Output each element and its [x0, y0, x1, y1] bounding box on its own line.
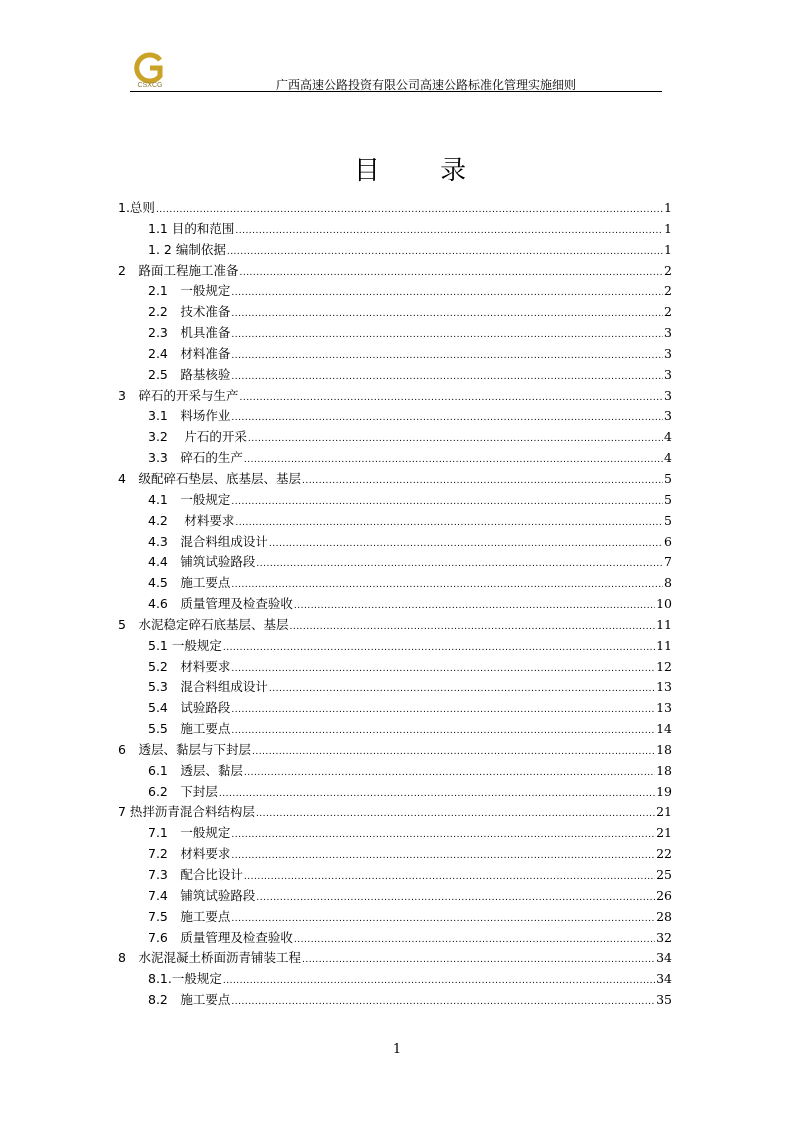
toc-entry-title: 2.1 一般规定 [148, 283, 231, 299]
dot-leader [231, 325, 663, 346]
dot-leader [231, 575, 663, 596]
toc-entry-title: 2.5 路基核验 [148, 366, 231, 382]
toc-entry-page: 3 [664, 366, 672, 382]
dot-leader [248, 429, 663, 450]
toc-entry-page: 11 [656, 637, 672, 653]
toc-entry-page: 11 [656, 616, 672, 632]
toc-entry-page: 13 [656, 700, 672, 716]
toc-entry-page: 25 [656, 867, 672, 882]
dot-leader [231, 846, 655, 867]
toc-entry-title: 1.1 目的和范围 [148, 220, 235, 236]
toc-entry[interactable] [118, 344, 672, 365]
toc-entry-title: 4.5 施工要点 [148, 575, 231, 591]
toc-entry-page: 34 [656, 971, 672, 987]
toc-entry-title: 2.4 材料准备 [148, 345, 231, 361]
dot-leader [256, 804, 655, 825]
toc-entry[interactable] [118, 990, 672, 1011]
toc-entry-title: 1. 2 编制依据 [148, 241, 226, 257]
toc-entry-page: 1 [664, 200, 672, 215]
toc-entry-title: 8 水泥混凝土桥面沥青铺装工程 [118, 950, 301, 966]
dot-leader [231, 909, 655, 930]
table-of-contents [118, 198, 672, 1011]
toc-entry-title: 7.5 施工要点 [148, 908, 231, 924]
toc-entry-page: 1 [664, 220, 672, 236]
toc-entry-page: 5 [664, 470, 672, 486]
toc-entry[interactable] [118, 636, 672, 657]
dot-leader [231, 700, 655, 721]
toc-entry-title: 7.2 材料要求 [148, 846, 231, 862]
dot-leader [244, 450, 663, 471]
dot-leader [239, 388, 663, 409]
toc-entry-title: 5.5 施工要点 [148, 721, 231, 737]
dot-leader [294, 930, 655, 951]
toc-entry-page: 28 [656, 908, 672, 924]
toc-entry[interactable] [118, 261, 672, 282]
svg-text:CSXCG: CSXCG [137, 82, 163, 88]
toc-entry-title: 4.1 一般规定 [148, 491, 231, 507]
toc-entry[interactable] [118, 198, 672, 219]
toc-entry-title: 3 碎石的开采与生产 [118, 387, 239, 403]
dot-leader [231, 721, 655, 742]
header-rule [130, 91, 662, 92]
dot-leader [231, 992, 655, 1013]
toc-entry[interactable] [118, 427, 672, 448]
dot-leader [227, 242, 663, 263]
dot-leader [289, 617, 655, 638]
toc-entry-title: 5.4 试验路段 [148, 700, 231, 716]
toc-entry-title: 5.1 一般规定 [148, 637, 222, 653]
toc-entry-page: 2 [664, 262, 672, 278]
dot-leader [231, 304, 663, 325]
toc-entry-page: 7 [664, 554, 672, 570]
toc-entry-page: 2 [664, 304, 672, 320]
toc-entry[interactable] [118, 657, 672, 678]
dot-leader [231, 492, 663, 513]
dot-leader [231, 283, 663, 304]
toc-entry[interactable] [118, 302, 672, 323]
toc-entry[interactable] [118, 490, 672, 511]
toc-entry[interactable] [118, 552, 672, 573]
toc-entry[interactable] [118, 281, 672, 302]
toc-entry[interactable] [118, 219, 672, 240]
toc-entry-page: 35 [656, 992, 672, 1008]
toc-entry-page: 18 [656, 762, 672, 778]
toc-entry[interactable] [118, 323, 672, 344]
dot-leader [302, 471, 663, 492]
toc-entry-title: 7 热拌沥青混合料结构层 [118, 804, 255, 820]
toc-entry-title: 8.1.一般规定 [148, 971, 222, 987]
toc-entry-title: 4.2 材料要求 [148, 512, 235, 528]
toc-entry-title: 2.3 机具准备 [148, 325, 231, 341]
dot-leader [231, 659, 655, 680]
toc-entry-page: 3 [664, 325, 672, 341]
dot-leader [269, 679, 655, 700]
toc-entry-page: 21 [656, 804, 672, 820]
toc-entry-title: 6.2 下封层 [148, 783, 218, 799]
dot-leader [244, 763, 655, 784]
toc-entry-page: 1 [664, 241, 672, 257]
toc-entry-title: 4.6 质量管理及检查验收 [148, 596, 293, 612]
toc-entry-page: 6 [664, 533, 672, 549]
toc-entry-page: 10 [656, 596, 672, 612]
toc-entry[interactable] [118, 886, 672, 907]
toc-entry[interactable] [118, 677, 672, 698]
toc-entry-title: 4.4 铺筑试验路段 [148, 554, 256, 570]
toc-entry[interactable] [118, 802, 672, 823]
dot-leader [294, 596, 655, 617]
toc-entry-title: 3.1 料场作业 [148, 408, 231, 424]
dot-leader [231, 408, 663, 429]
dot-leader [223, 971, 655, 992]
toc-entry[interactable] [118, 948, 672, 969]
toc-entry[interactable] [118, 907, 672, 928]
toc-entry-title: 5.2 材料要求 [148, 658, 231, 674]
toc-entry[interactable] [118, 969, 672, 990]
toc-entry-page: 5 [664, 512, 672, 528]
toc-entry[interactable] [118, 782, 672, 803]
toc-entry[interactable] [118, 240, 672, 261]
toc-entry-page: 18 [656, 741, 672, 757]
toc-entry-title: 8.2 施工要点 [148, 992, 231, 1008]
page-number: 1 [392, 1042, 402, 1057]
toc-entry[interactable] [118, 823, 672, 844]
toc-entry[interactable] [118, 406, 672, 427]
toc-entry[interactable] [118, 573, 672, 594]
dot-leader [269, 534, 663, 555]
dot-leader [256, 888, 655, 909]
toc-entry[interactable] [118, 511, 672, 532]
toc-entry[interactable] [118, 844, 672, 865]
dot-leader [252, 742, 655, 763]
toc-entry[interactable] [118, 698, 672, 719]
toc-entry-page: 22 [656, 846, 672, 862]
dot-leader [231, 346, 663, 367]
toc-entry[interactable] [118, 469, 672, 490]
page-header [130, 52, 662, 92]
toc-entry[interactable] [118, 761, 672, 782]
dot-leader [244, 867, 655, 888]
dot-leader [256, 554, 663, 575]
toc-entry-title: 5 水泥稳定碎石底基层、基层 [118, 616, 289, 632]
toc-entry-page: 21 [656, 825, 672, 841]
toc-entry[interactable] [118, 448, 672, 469]
toc-entry-page: 32 [656, 929, 672, 945]
toc-entry-title: 1.总则 [118, 200, 155, 215]
toc-entry[interactable] [118, 740, 672, 761]
toc-entry-title: 7.6 质量管理及检查验收 [148, 929, 293, 945]
toc-entry[interactable] [118, 386, 672, 407]
dot-leader [235, 221, 663, 242]
toc-entry-page: 26 [656, 887, 672, 903]
toc-entry-page: 3 [664, 345, 672, 361]
toc-entry-title: 6.1 透层、黏层 [148, 762, 243, 778]
toc-entry-page: 4 [664, 429, 672, 445]
toc-entry-title: 7.1 一般规定 [148, 825, 231, 841]
toc-entry[interactable] [118, 615, 672, 636]
toc-entry-title: 7.4 铺筑试验路段 [148, 887, 256, 903]
dot-leader [239, 263, 663, 284]
toc-entry-page: 34 [656, 950, 672, 966]
toc-entry[interactable] [118, 594, 672, 615]
toc-entry-title: 3.3 碎石的生产 [148, 450, 243, 466]
dot-leader [156, 200, 663, 221]
toc-entry-page: 19 [656, 783, 672, 799]
toc-entry-page: 8 [664, 575, 672, 591]
toc-entry-page: 12 [656, 658, 672, 674]
toc-entry-title: 6 透层、黏层与下封层 [118, 741, 251, 757]
toc-entry-page: 4 [664, 450, 672, 466]
toc-entry[interactable] [118, 365, 672, 386]
dot-leader [231, 367, 663, 388]
toc-entry-title: 2 路面工程施工准备 [118, 262, 239, 278]
toc-entry-page: 3 [664, 387, 672, 403]
dot-leader [235, 513, 663, 534]
toc-entry-title: 7.3 配合比设计 [148, 867, 243, 882]
toc-entry-page: 5 [664, 491, 672, 507]
dot-leader [302, 950, 655, 971]
toc-entry[interactable] [118, 719, 672, 740]
toc-entry-title: 4 级配碎石垫层、底基层、基层 [118, 470, 301, 486]
toc-entry-page: 13 [656, 679, 672, 695]
header-title: 广西高速公路投资有限公司高速公路标准化管理实施细则 [275, 78, 576, 92]
toc-entry-title: 5.3 混合料组成设计 [148, 679, 268, 695]
toc-title: 目 录 [353, 156, 493, 186]
toc-entry[interactable] [118, 865, 672, 886]
dot-leader [219, 784, 655, 805]
toc-entry-page: 14 [656, 721, 672, 737]
toc-entry-title: 4.3 混合料组成设计 [148, 533, 268, 549]
toc-entry[interactable] [118, 532, 672, 553]
toc-entry-page: 3 [664, 408, 672, 424]
toc-entry-page: 2 [664, 283, 672, 299]
toc-entry-title: 2.2 技术准备 [148, 304, 231, 320]
dot-leader [223, 638, 655, 659]
dot-leader [231, 825, 655, 846]
toc-entry-title: 3.2 片石的开采 [148, 429, 247, 445]
toc-entry[interactable] [118, 928, 672, 949]
